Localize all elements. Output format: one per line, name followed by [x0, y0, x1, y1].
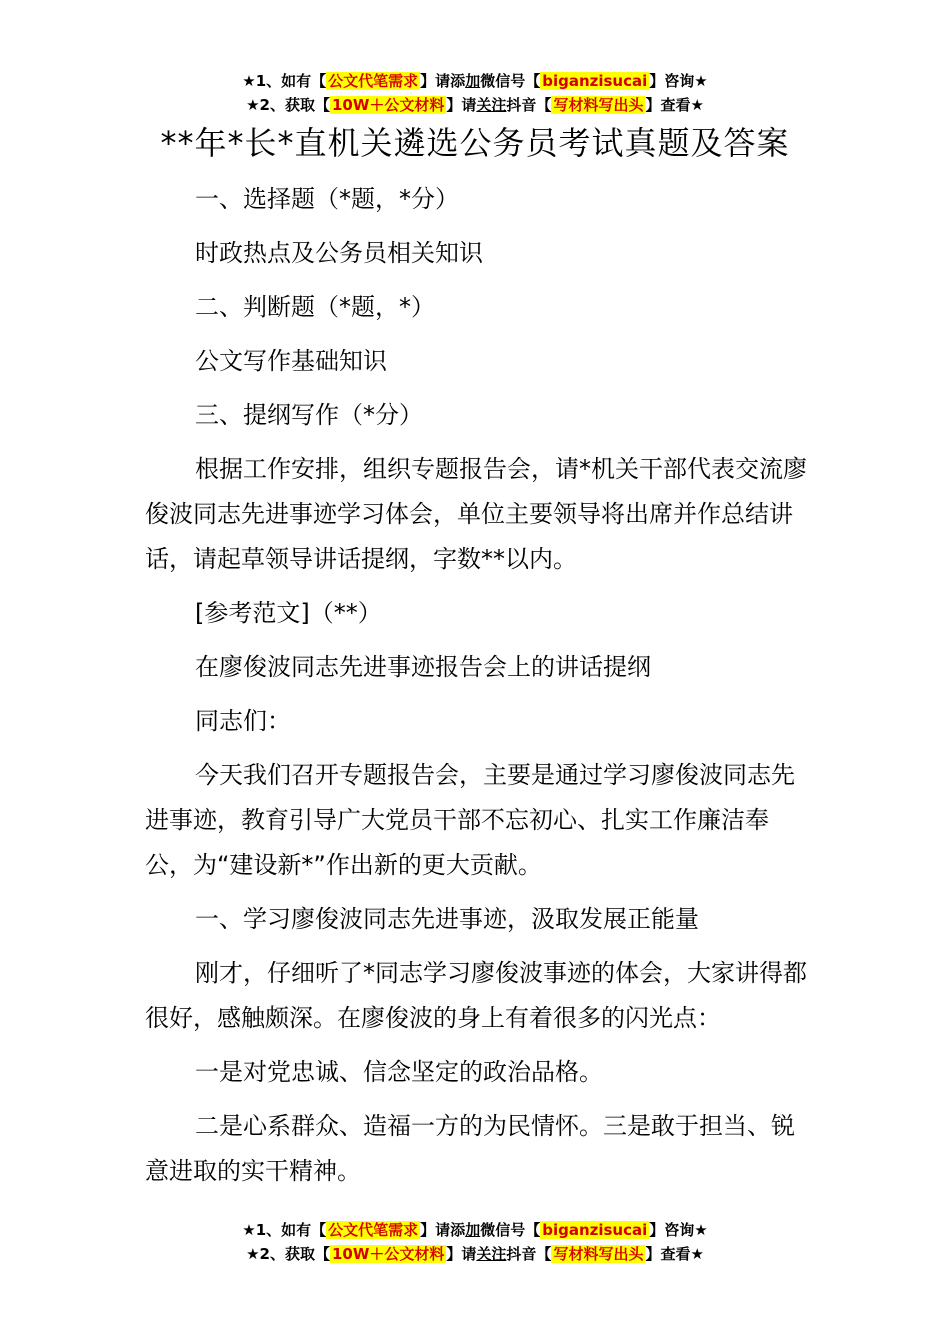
banner-text: ★2、获取【 [246, 96, 330, 114]
banner-highlight-douyin: 写材料写出头 [553, 96, 644, 114]
paragraph: 一是对党忠诚、信念坚定的政治品格。 [195, 1058, 603, 1086]
banner-line-2 [0, 1242, 950, 1266]
banner-line-1 [0, 1218, 950, 1242]
banner-text: 微信号【 [480, 1221, 541, 1239]
banner-text: 】请 [446, 96, 477, 114]
banner-text: 】请 [446, 1245, 477, 1263]
banner-text: 抖音【 [506, 1245, 552, 1263]
document-body [145, 177, 815, 1203]
banner-highlight-service: 公文代笔需求 [328, 1221, 419, 1239]
banner-underlined-text: 关注 [476, 96, 507, 114]
paragraph: 一、学习廖俊波同志先进事迹，汲取发展正能量 [195, 905, 699, 933]
banner-highlight-materials: 10W＋公文材料 [331, 96, 445, 114]
banner-line-1 [0, 69, 950, 93]
paragraph: 公文写作基础知识 [195, 347, 387, 375]
banner-text: 】查看★ [645, 96, 704, 114]
banner-text: 】咨询★ [649, 72, 708, 90]
banner-highlight-wechat: biganzisucai [542, 1221, 648, 1239]
banner-text: 微信号【 [480, 72, 541, 90]
banner-text: 】请添 [420, 72, 466, 90]
banner-text: 】查看★ [645, 1245, 704, 1263]
banner-line-2 [0, 93, 950, 117]
banner-highlight-douyin: 写材料写出头 [553, 1245, 644, 1263]
paragraph: 在廖俊波同志先进事迹报告会上的讲话提纲 [195, 653, 651, 681]
paragraph: 今天我们召开专题报告会，主要是通过学习廖俊波同志先进事迹，教育引导广大党员干部不忘初心、扎实工作廉洁奉公，为“建设新*”作出新的更大贡献。 [145, 761, 795, 879]
paragraph: 一、选择题（*题，*分） [195, 185, 459, 213]
banner-underlined-text: 加 [465, 72, 481, 90]
banner-underlined-text: 加 [465, 1221, 481, 1239]
document-title: **年*长*直机关遴选公务员考试真题及答案 [160, 124, 790, 162]
banner-highlight-service: 公文代笔需求 [328, 72, 419, 90]
top-banner [0, 69, 950, 117]
banner-text: ★1、如有【 [242, 72, 327, 90]
paragraph: 二、判断题（*题，*） [195, 293, 435, 321]
banner-text: 】请添 [420, 1221, 466, 1239]
banner-underlined-text: 关注 [476, 1245, 507, 1263]
paragraph: 同志们： [195, 707, 291, 735]
banner-text: ★2、获取【 [246, 1245, 330, 1263]
banner-highlight-wechat: biganzisucai [542, 72, 648, 90]
paragraph: 时政热点及公务员相关知识 [195, 239, 483, 267]
bottom-banner [0, 1218, 950, 1266]
paragraph: 根据工作安排，组织专题报告会，请*机关干部代表交流廖俊波同志先进事迹学习体会，单位主要领导将出席并作总结讲话，请起草领导讲话提纲，字数**以内。 [145, 455, 807, 573]
paragraph: 三、提纲写作（*分） [195, 401, 423, 429]
banner-highlight-materials: 10W＋公文材料 [331, 1245, 445, 1263]
paragraph: [参考范文]（**） [195, 599, 382, 627]
banner-text: ★1、如有【 [242, 1221, 327, 1239]
paragraph: 刚才，仔细听了*同志学习廖俊波事迹的体会，大家讲得都很好，感触颇深。在廖俊波的身上有着很多的闪光点： [145, 959, 807, 1032]
banner-text: 】咨询★ [649, 1221, 708, 1239]
banner-text: 抖音【 [506, 96, 552, 114]
paragraph: 二是心系群众、造福一方的为民情怀。三是敢于担当、锐意进取的实干精神。 [145, 1112, 795, 1185]
